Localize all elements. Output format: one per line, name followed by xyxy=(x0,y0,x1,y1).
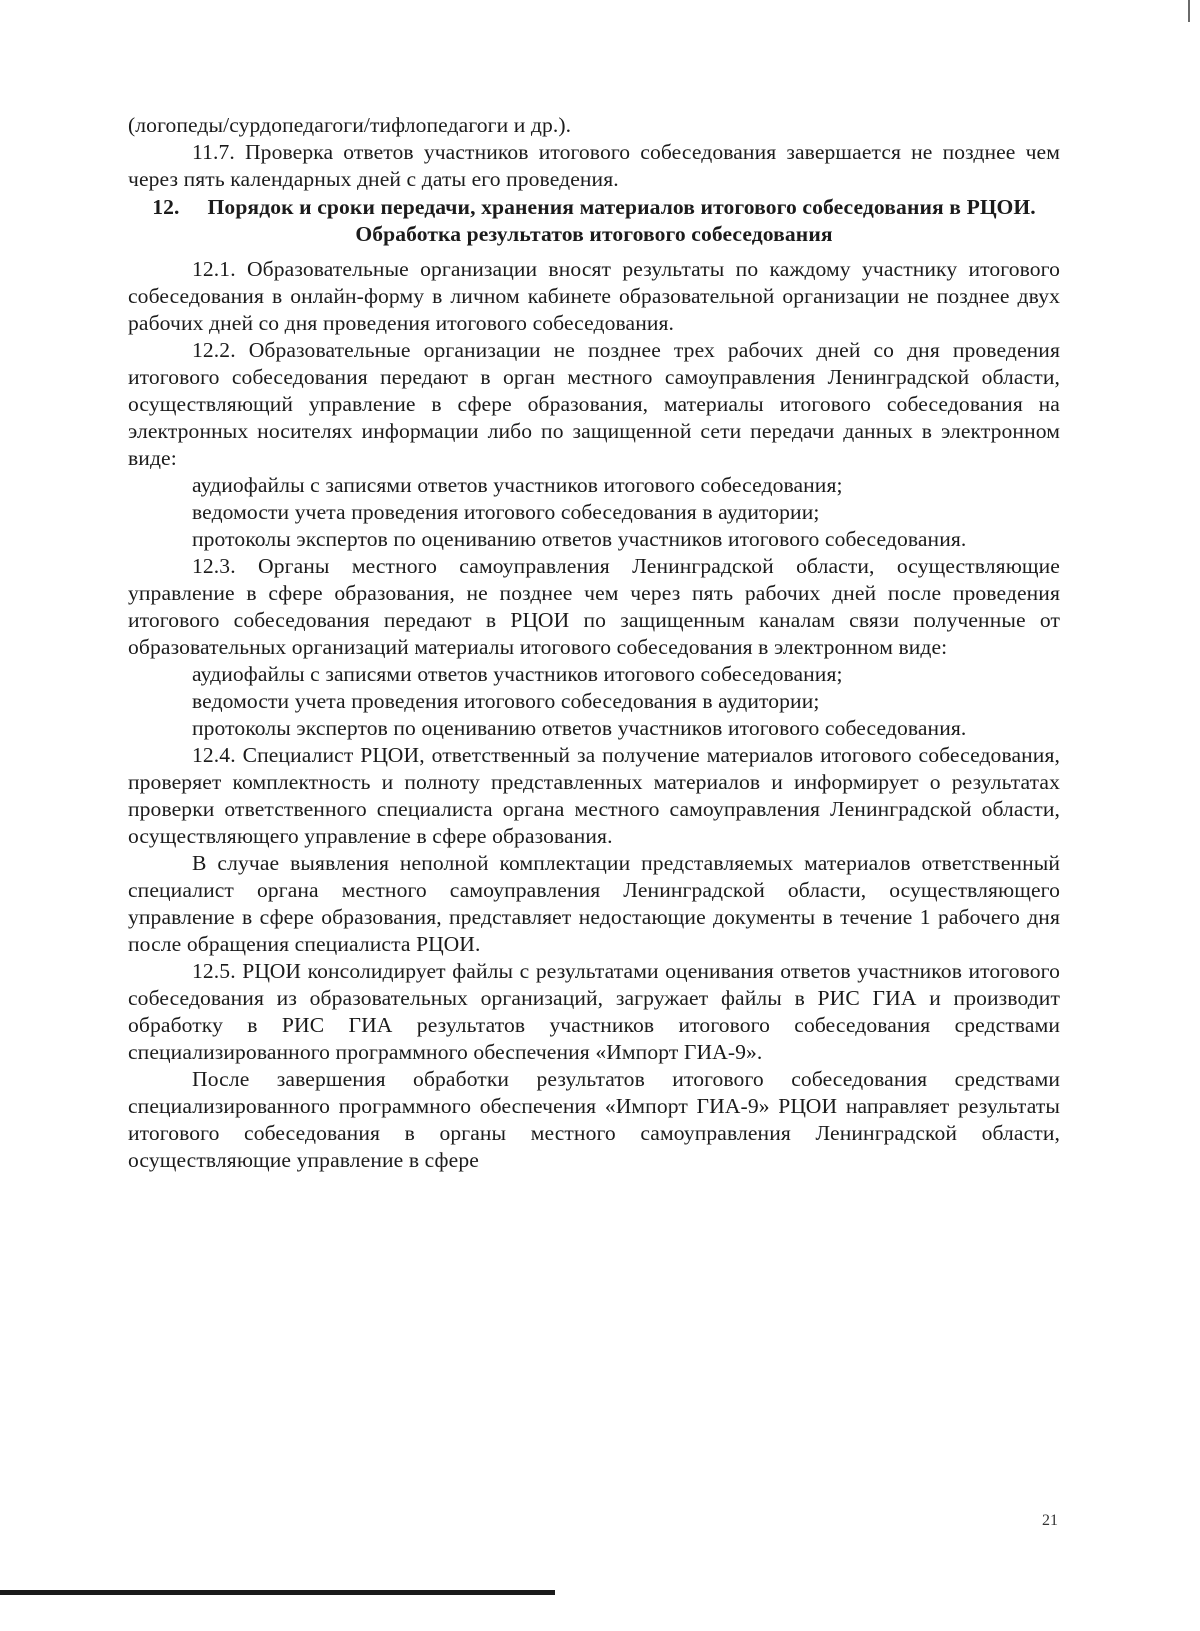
list-item-audiofiles: аудиофайлы с записями ответов участников итогового собеседования; xyxy=(192,473,843,497)
scan-edge-line xyxy=(0,1590,555,1595)
page-number: 21 xyxy=(1042,1512,1058,1529)
scan-corner-mark xyxy=(1188,0,1190,22)
paragraph-11-7: 11.7. Проверка ответов участников итогового собеседования завершается не позднее чем через пять календарных дней с даты его проведения. xyxy=(128,140,1060,191)
section-number: 12. xyxy=(152,195,180,219)
list-item-registers: ведомости учета проведения итогового собеседования в аудитории; xyxy=(192,500,820,524)
paragraph-after-processing: После завершения обработки результатов итогового собеседования средствами специализированного программного обеспечения «Импорт ГИА-9» РЦОИ направляет результаты итогового собеседования в органы местного самоуправления Ленинградской области, осуществляющие управление в сфере xyxy=(128,1067,1060,1172)
paragraph-continuation: (логопеды/сурдопедагоги/тифлопедагоги и др.). xyxy=(128,113,572,137)
list-item-protocols-2: протоколы экспертов по оцениванию ответов участников итогового собеседования. xyxy=(192,716,967,740)
section-heading-12 xyxy=(128,194,1060,248)
paragraph-12-5: 12.5. РЦОИ консолидирует файлы с результатами оценивания ответов участников итогового собеседования из образовательных организаций, загружает файлы в РИС ГИА и производит обработку в РИС ГИА результатов участников итогового собеседования средствами специализированного программного обеспечения «Импорт ГИА-9». xyxy=(128,959,1060,1064)
paragraph-12-2: 12.2. Образовательные организации не позднее трех рабочих дней со дня проведения итогового собеседования передают в орган местного самоуправления Ленинградской области, осуществляющий управление в сфере образования, материалы итогового собеседования на электронных носителях информации либо по защищенной сети передачи данных в электронном виде: xyxy=(128,338,1060,470)
paragraph-12-4: 12.4. Специалист РЦОИ, ответственный за получение материалов итогового собеседования, проверяет комплектность и полноту представленных материалов и информирует о результатах проверки ответственного специалиста органа местного самоуправления Ленинградской области, осуществляющего управление в сфере образования. xyxy=(128,743,1060,848)
paragraph-incomplete-materials: В случае выявления неполной комплектации представляемых материалов ответственный специалист органа местного самоуправления Ленинградской области, осуществляющего управление в сфере образования, представляет недостающие документы в течение 1 рабочего дня после обращения специалиста РЦОИ. xyxy=(128,851,1060,956)
document-page xyxy=(128,112,1060,1174)
paragraph-12-1: 12.1. Образовательные организации вносят результаты по каждому участнику итогового собеседования в онлайн-форму в личном кабинете образовательной организации не позднее двух рабочих дней со дня проведения итогового собеседования. xyxy=(128,257,1060,335)
list-item-registers-2: ведомости учета проведения итогового собеседования в аудитории; xyxy=(192,689,820,713)
section-title: Порядок и сроки передачи, хранения материалов итогового собеседования в РЦОИ. Обработка результатов итогового собеседования xyxy=(207,195,1036,246)
list-item-protocols: протоколы экспертов по оцениванию ответов участников итогового собеседования. xyxy=(192,527,967,551)
paragraph-12-3: 12.3. Органы местного самоуправления Ленинградской области, осуществляющие управление в сфере образования, не позднее чем через пять рабочих дней после проведения итогового собеседования передают в РЦОИ по защищенным каналам связи полученные от образовательных организаций материалы итогового собеседования в электронном виде: xyxy=(128,554,1060,659)
list-item-audiofiles-2: аудиофайлы с записями ответов участников итогового собеседования; xyxy=(192,662,843,686)
